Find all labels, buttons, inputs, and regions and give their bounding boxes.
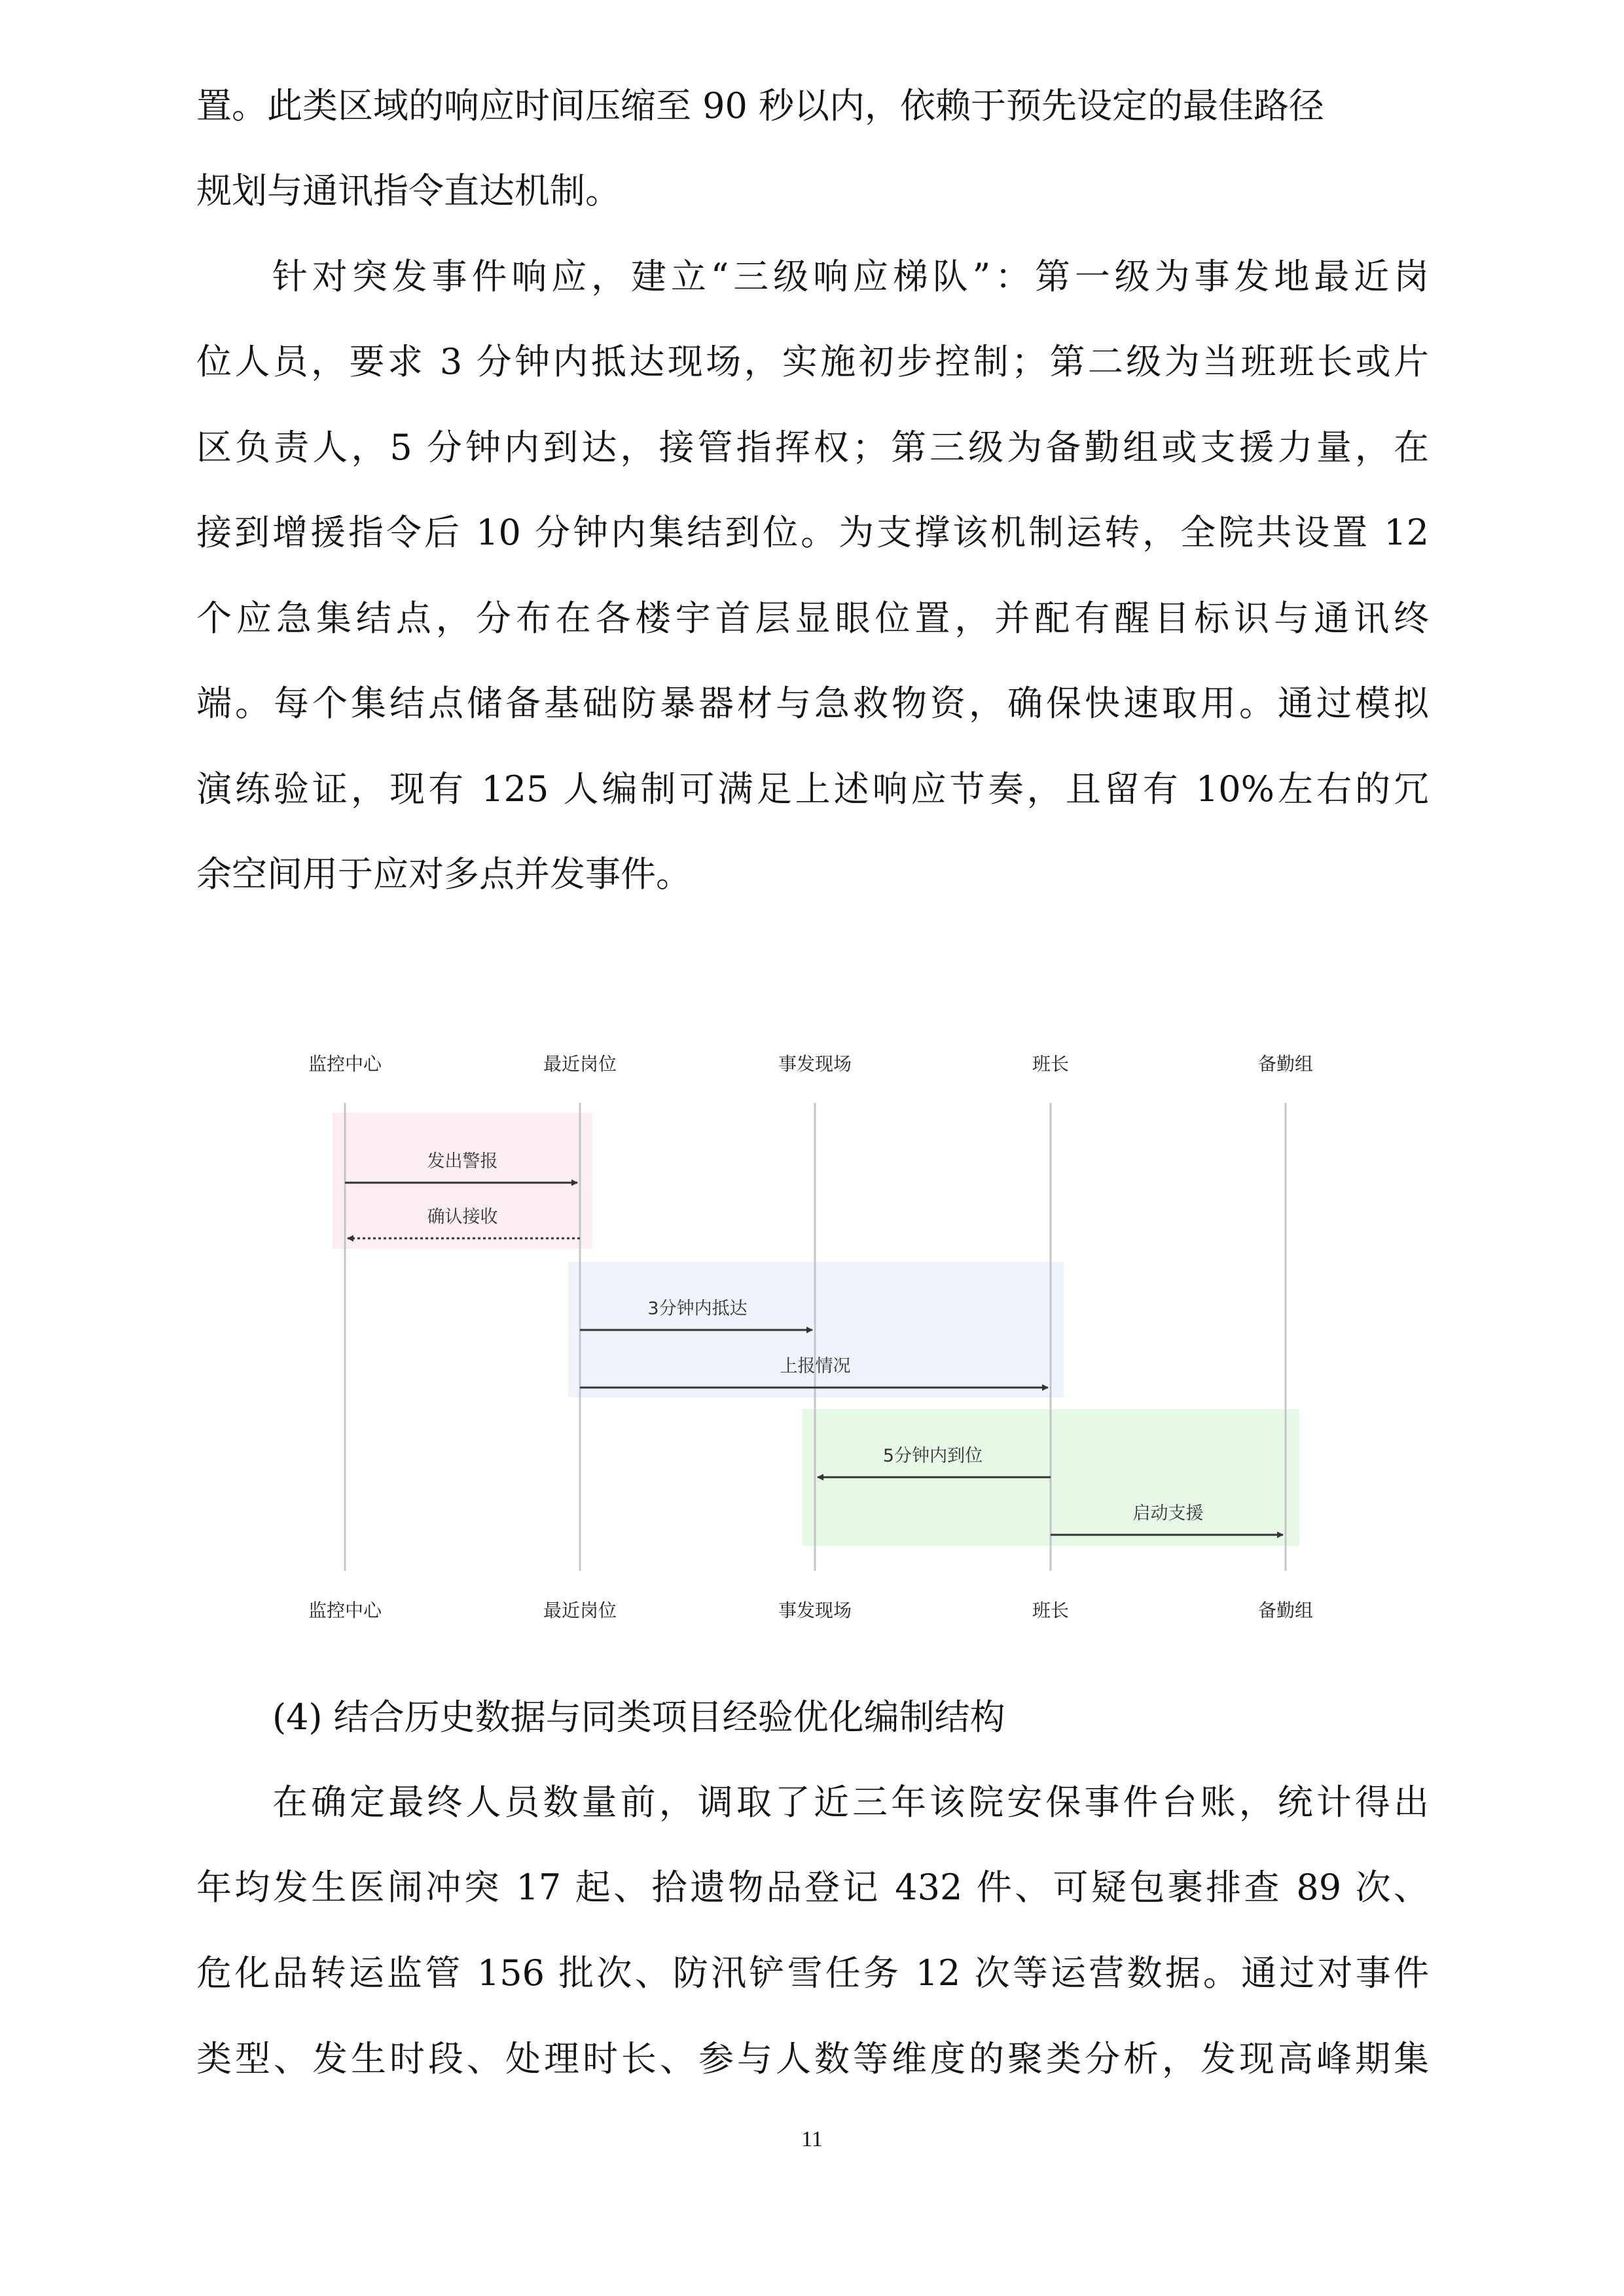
actor-label-top: 班长: [1032, 1053, 1070, 1075]
body-text-line: 位人员，要求 3 分钟内抵达现场，实施初步控制；第二级为当班班长或片: [196, 341, 1429, 382]
body-text-line: 规划与通讯指令直达机制。: [196, 170, 621, 211]
body-text-line: 演练验证，现有 125 人编制可满足上述响应节奏，且留有 10%左右的冗: [196, 768, 1429, 810]
message-label: 发出警报: [427, 1151, 498, 1172]
actor-label-top: 事发现场: [778, 1053, 852, 1075]
actor-label-bottom: 事发现场: [778, 1600, 852, 1621]
actor-label-bottom: 班长: [1032, 1600, 1070, 1621]
body-text-line: 个应急集结点，分布在各楼宇首层显眼位置，并配有醒目标识与通讯终: [196, 598, 1429, 639]
actor-label-top: 备勤组: [1257, 1053, 1314, 1075]
actor-label-bottom: 最近岗位: [543, 1600, 617, 1621]
body-text-line: 在确定最终人员数量前，调取了近三年该院安保事件台账，统计得出: [272, 1782, 1429, 1823]
message-label: 5分钟内到位: [882, 1446, 983, 1466]
body-text-line: 接到增援指令后 10 分钟内集结到位。为支撑该机制运转，全院共设置 12: [196, 512, 1429, 553]
message-label: 启动支援: [1132, 1503, 1204, 1524]
section-heading: (4) 结合历史数据与同类项目经验优化编制结构: [272, 1696, 1005, 1738]
page-number: 11: [801, 2127, 823, 2151]
body-text-line: 区负责人，5 分钟内到达，接管指挥权；第三级为备勤组或支援力量，在: [196, 427, 1429, 468]
body-text-line: 针对突发事件响应，建立“三级响应梯队”：第一级为事发地最近岗: [272, 256, 1429, 297]
body-text-line: 余空间用于应对多点并发事件。: [196, 853, 691, 895]
actor-label-top: 监控中心: [308, 1053, 382, 1075]
message-group-box: [333, 1113, 592, 1249]
body-text-line: 置。此类区域的响应时间压缩至 90 秒以内，依赖于预先设定的最佳路径: [196, 85, 1325, 126]
actor-label-bottom: 备勤组: [1257, 1600, 1314, 1621]
body-text-line: 危化品转运监管 156 批次、防汛铲雪任务 12 次等运营数据。通过对事件: [196, 1952, 1429, 1994]
actor-label-bottom: 监控中心: [308, 1600, 382, 1621]
actor-label-top: 最近岗位: [543, 1053, 617, 1075]
body-text-line: 年均发生医闹冲突 17 起、拾遗物品登记 432 件、可疑包裹排查 89 次、: [196, 1867, 1429, 1908]
body-text-line: 端。每个集结点储备基础防暴器材与急救物资，确保快速取用。通过模拟: [196, 683, 1429, 724]
message-label: 3分钟内抵达: [647, 1299, 748, 1319]
message-label: 上报情况: [780, 1356, 851, 1376]
body-text-line: 类型、发生时段、处理时长、参与人数等维度的聚类分析，发现高峰期集: [196, 2038, 1429, 2079]
message-label: 确认接收: [427, 1207, 498, 1227]
